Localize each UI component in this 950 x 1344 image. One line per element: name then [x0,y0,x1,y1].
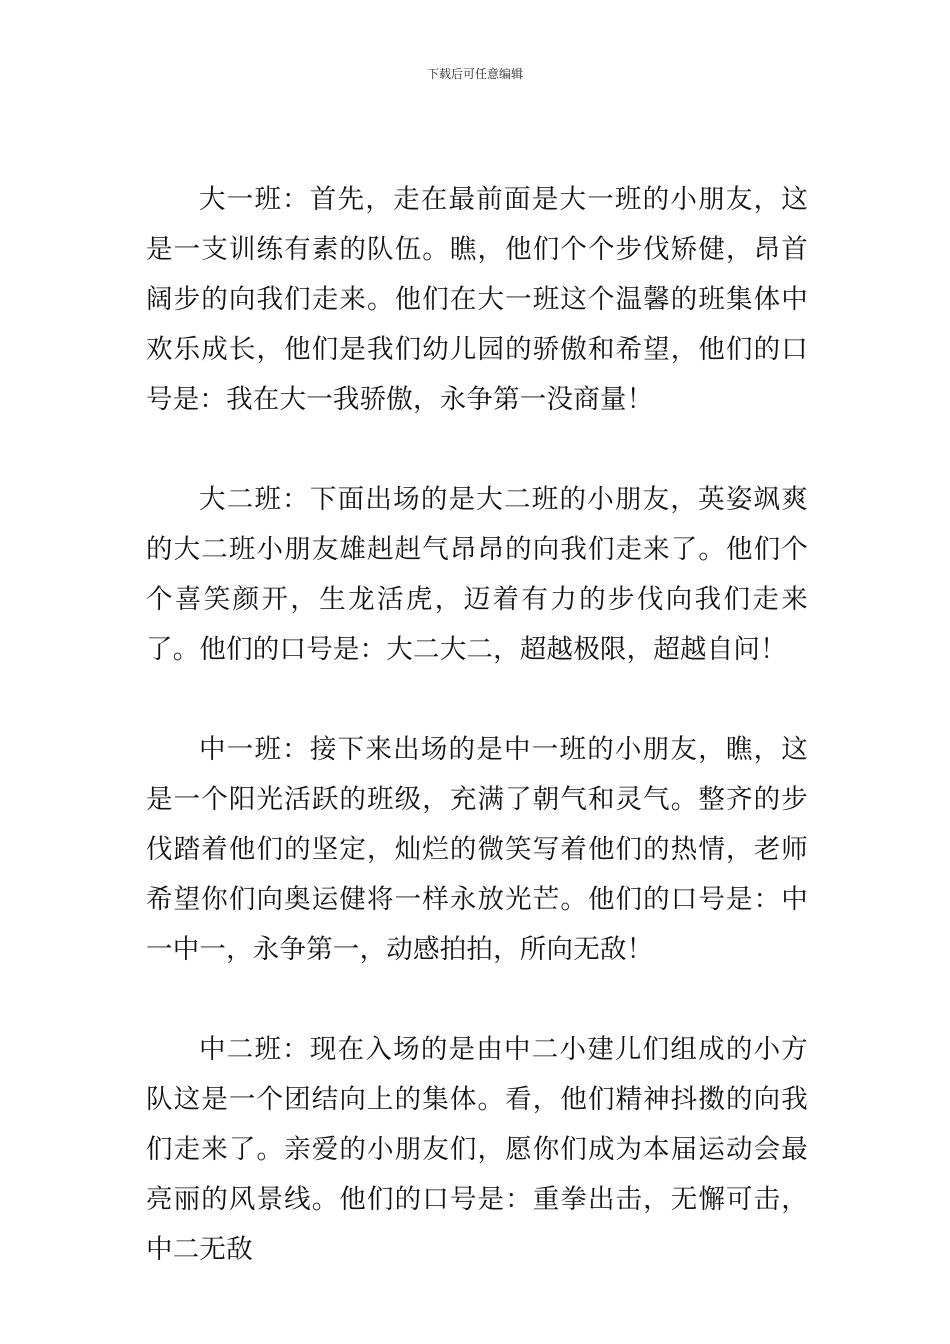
paragraph-class-zhong-er: 中二班：现在入场的是由中二小建儿们组成的小方队这是一个团结向上的集体。看，他们精神抖擞的向我们走来了。亲爱的小朋友们，愿你们成为本届运动会最亮丽的风景线。他们的口号是：重拳出击，无懈可击，中二无敌 [146,1034,808,1265]
paragraph-class-da-yi: 大一班：首先，走在最前面是大一班的小朋友，这是一支训练有素的队伍。瞧，他们个个步伐矫健，昂首阔步的向我们走来。他们在大一班这个温馨的班集体中欢乐成长，他们是我们幼儿园的骄傲和希望，他们的口号是：我在大一我骄傲，永争第一没商量！ [146,184,808,415]
document-body [146,175,808,1325]
paragraph-class-da-er: 大二班：下面出场的是大二班的小朋友，英姿飒爽的大二班小朋友雄赳赳气昂昂的向我们走来了。他们个个喜笑颜开，生龙活虎，迈着有力的步伐向我们走来了。他们的口号是：大二大二，超越极限，超越自问！ [146,484,808,665]
page-header-note: 下载后可任意编辑 [426,67,523,81]
paragraph-class-zhong-yi: 中一班：接下来出场的是中一班的小朋友，瞧，这是一个阳光活跃的班级，充满了朝气和灵气。整齐的步伐踏着他们的坚定，灿烂的微笑写着他们的热情，老师希望你们向奥运健将一样永放光芒。他们的口号是：中一中一，永争第一，动感拍拍，所向无敌！ [146,734,808,965]
